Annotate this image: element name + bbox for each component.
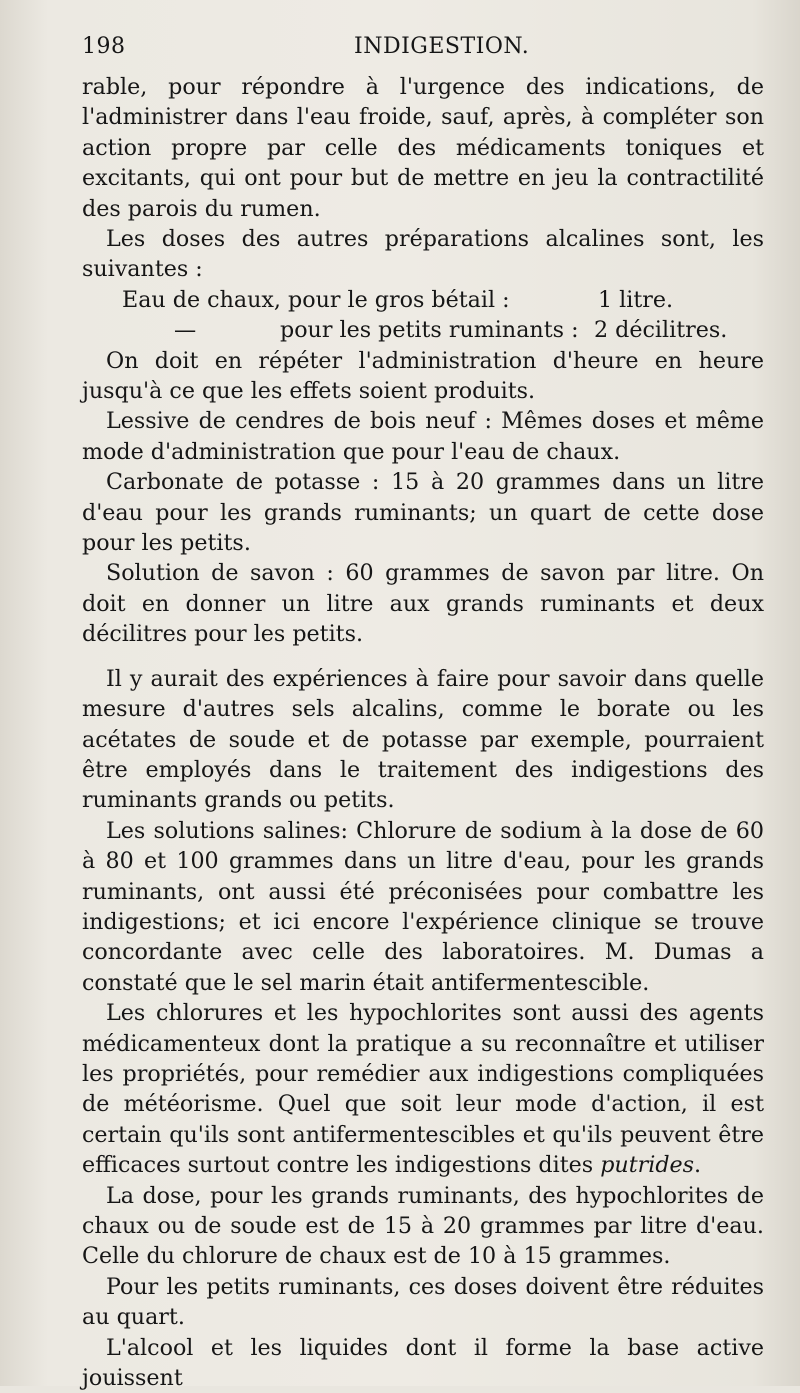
- paragraph-alkaline-doses-intro: Les doses des autres préparations alcalines sont, les suivantes :: [82, 226, 764, 283]
- dose-value: 2 décilitres.: [594, 317, 728, 344]
- chlorures-text: Les chlorures et les hypochlorites sont aussi des agents médicamenteux dont la pratique a su reconnaître et utiliser les propriétés, pour remédier aux indigestions compliquées de météorisme. Quel que soit leur mode d'action, il est certain qu'ils sont antifermentescibles et qu'ils peuvent être efficaces surtout contre les indigestions dites: [82, 1000, 764, 1179]
- italic-putrides: putrides: [600, 1152, 695, 1179]
- paragraph-chlorures: [82, 998, 764, 1180]
- dose-line-small-ruminants: [82, 315, 764, 345]
- body-text: [82, 72, 764, 1393]
- dose-value: 1 litre.: [598, 286, 674, 313]
- chlorures-end: .: [694, 1152, 702, 1179]
- dose-label: pour les petits ruminants :: [280, 317, 579, 344]
- paragraph-dose-hypochlorites: La dose, pour les grands ruminants, des hypochlorites de chaux ou de soude est de 15 à 20 grammes par litre d'eau. Celle du chlorure de chaux est de 10 à 15 grammes.: [82, 1182, 764, 1270]
- paragraph-solution-savon: Solution de savon : 60 grammes de savon par litre. On doit en donner un litre aux grands ruminants et deux décilitres pour les petits.: [82, 560, 764, 648]
- paragraph-repeat-administration: On doit en répéter l'administration d'heure en heure jusqu'à ce que les effets soient produits.: [82, 347, 764, 405]
- dose-label: Eau de chaux, pour le gros bétail :: [122, 286, 510, 313]
- paragraph-alcool: L'alcool et les liquides dont il forme la base active jouissent: [82, 1334, 764, 1392]
- page-number: 198: [82, 34, 126, 59]
- page-header: [82, 30, 764, 66]
- paragraph-lessive: Lessive de cendres de bois neuf : Mêmes doses et même mode d'administration que pour l'eau de chaux.: [82, 408, 764, 465]
- paragraph-solutions-salines: Les solutions salines: Chlorure de sodium à la dose de 60 à 80 et 100 grammes dans un litre d'eau, pour les grands ruminants, ont aussi été préconisées pour combattre les indigestions; et ici encore l'expérience clinique se trouve concordante avec celle des laboratoires. M. Dumas a constaté que le sel marin était antifermentescible.: [82, 817, 764, 996]
- paragraph-continuation: rable, pour répondre à l'urgence des indications, de l'administrer dans l'eau froide, sauf, après, à compléter son action propre par celle des médicaments toniques et excitants, qui ont pour but de mettre en jeu la contractilité des parois du rumen.: [82, 74, 764, 222]
- paragraph-experiences: Il y aurait des expériences à faire pour savoir dans quelle mesure d'autres sels alcalins, comme le borate ou les acétates de soude et de potasse par exemple, pourraient être employés dans le traitement des indigestions des ruminants grands ou petits.: [82, 665, 764, 814]
- dose-line-large-cattle: [82, 285, 764, 315]
- running-title: INDIGESTION.: [354, 34, 530, 59]
- paragraph-carbonate-potasse: Carbonate de potasse : 15 à 20 grammes dans un litre d'eau pour les grands ruminants; un quart de cette dose pour les petits.: [82, 469, 764, 557]
- dose-ditto-dash: —: [174, 317, 197, 344]
- paragraph-petits-ruminants: Pour les petits ruminants, ces doses doivent être réduites au quart.: [82, 1273, 764, 1331]
